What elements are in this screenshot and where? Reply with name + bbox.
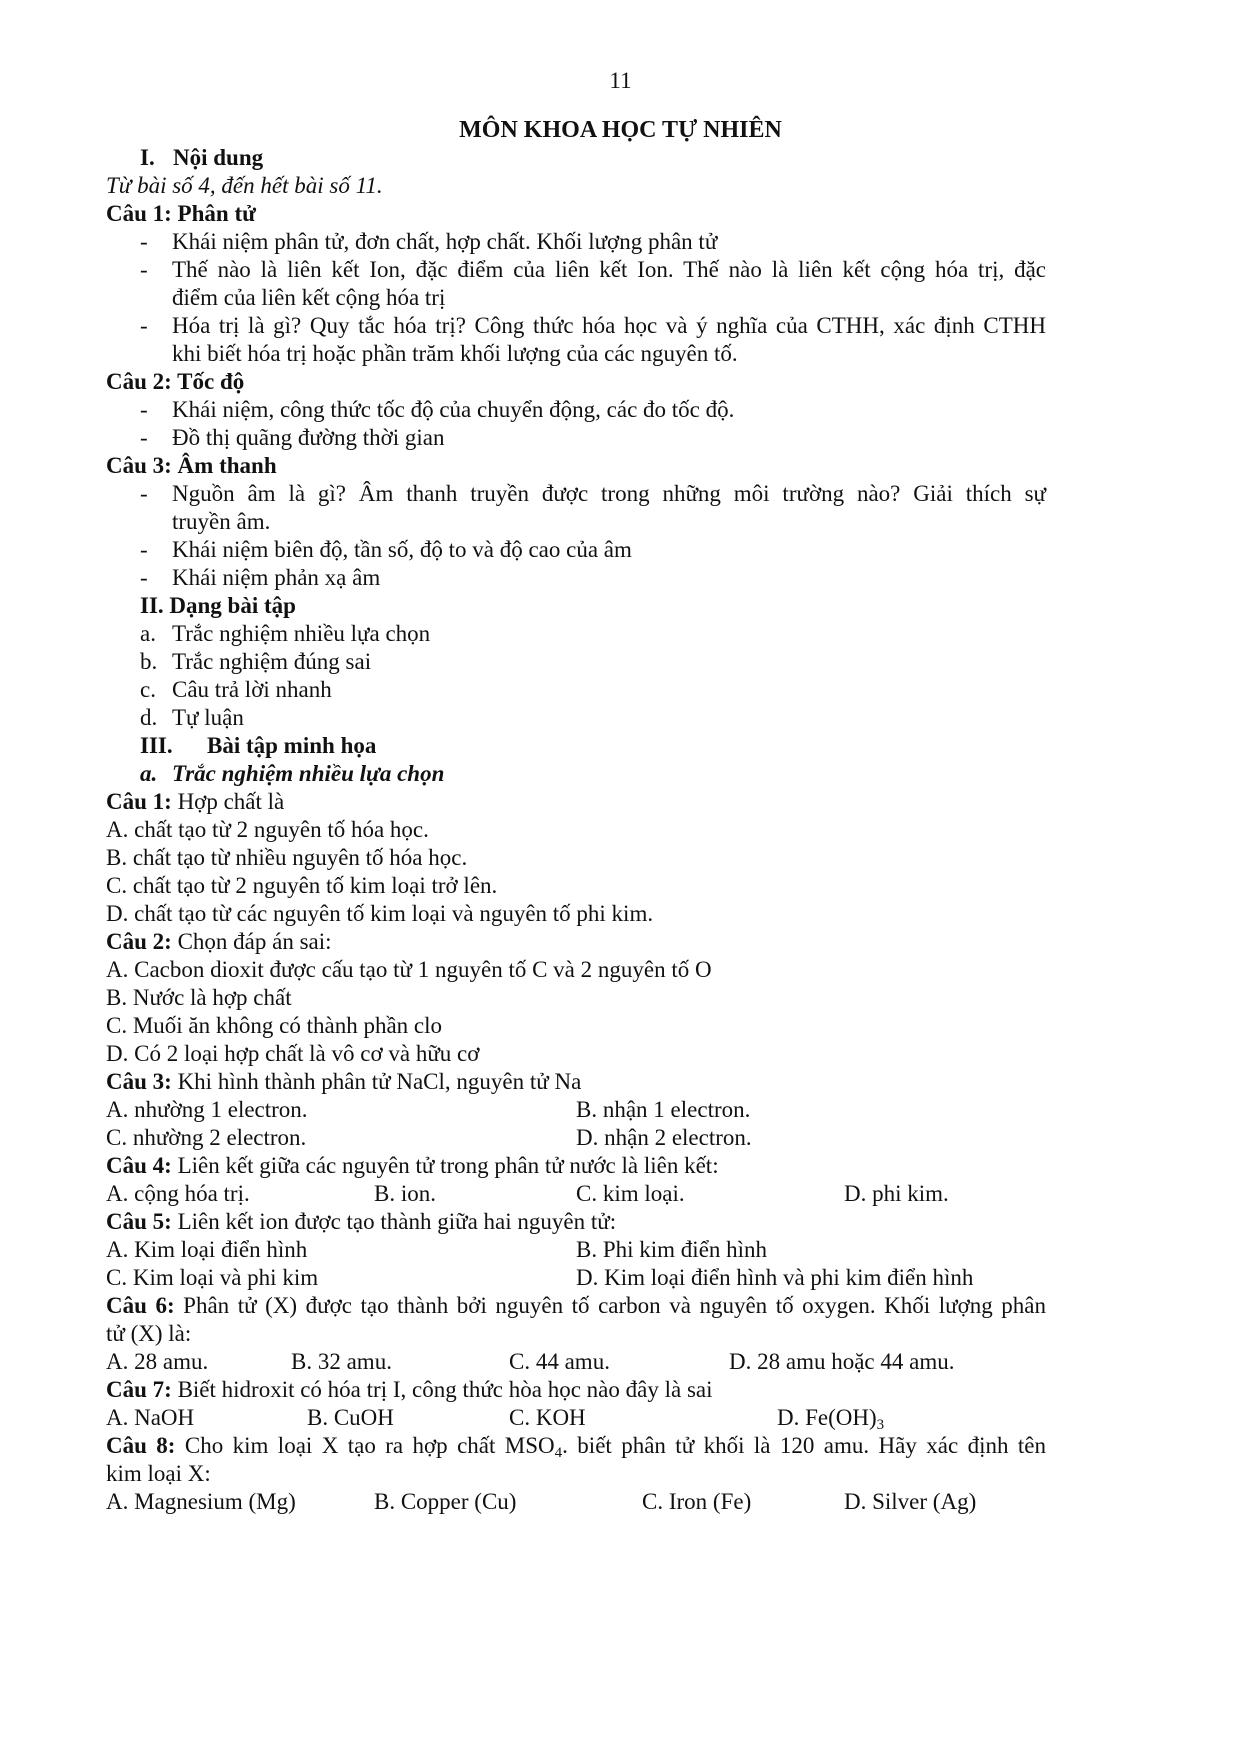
question-8-stem: Câu 8: Cho kim loại X tạo ra hợp chất $MSO_4$. biết phân tử khối là 120 amu. Hãy xác định tên (106, 1433, 1046, 1461)
topic-1-item-3-cont: khi biết hóa trị hoặc phần trăm khối lượng của các nguyên tố. (172, 341, 738, 366)
topic-3-item-1: Nguồn âm là gì? Âm thanh truyền được trong những môi trường nào? Giải thích sự (172, 481, 1046, 506)
topic-1-item-2-cont: điểm của liên kết cộng hóa trị (172, 285, 446, 310)
question-5-option-b: B. Phi kim điển hình (576, 1237, 768, 1262)
list-letter: d. (140, 705, 158, 730)
exercise-type-3: Câu trả lời nhanh (172, 677, 332, 702)
question-7-option-b: B. CuOH (307, 1405, 394, 1430)
question-2-option-a: A. Cacbon dioxit được cấu tạo từ 1 nguyên tố C và 2 nguyên tố O (106, 957, 712, 982)
exercise-type-2: Trắc nghiệm đúng sai (172, 649, 372, 674)
question-1-stem: Câu 1: Hợp chất là (106, 789, 285, 814)
topic-2-item-2: Đồ thị quãng đường thời gian (172, 425, 445, 450)
question-6-stem: Câu 6: Phân tử (X) được tạo thành bởi nguyên tố carbon và nguyên tố oxygen. Khối lượng phân (106, 1293, 1047, 1318)
question-2-option-d: D. Có 2 loại hợp chất là vô cơ và hữu cơ (106, 1041, 480, 1066)
topic-3-heading: Câu 3: Âm thanh (106, 453, 277, 478)
question-3-option-b: B. nhận 1 electron. (576, 1097, 751, 1122)
bullet-dash: - (140, 229, 148, 254)
bullet-dash: - (140, 397, 148, 422)
question-6-stem-cont: tử (X) là: (106, 1321, 192, 1346)
topic-1-item-3: Hóa trị là gì? Quy tắc hóa trị? Công thức hóa học và ý nghĩa của CTHH, xác định CTHH (172, 313, 1046, 338)
section-1-scope: Từ bài số 4, đến hết bài số 11. (106, 173, 383, 198)
section-3-number: III. (140, 733, 173, 758)
question-7-option-c: C. KOH (509, 1405, 586, 1430)
bullet-dash: - (140, 313, 148, 338)
question-5-option-a: A. Kim loại điển hình (106, 1237, 308, 1262)
question-6-option-c: C. 44 amu. (509, 1349, 610, 1374)
question-5-option-c: C. Kim loại và phi kim (106, 1265, 319, 1290)
question-1-option-a: A. chất tạo từ 2 nguyên tố hóa học. (106, 817, 429, 842)
section-3-heading: Bài tập minh họa (207, 733, 377, 758)
list-letter: c. (140, 677, 156, 702)
question-8-option-c: C. Iron (Fe) (642, 1489, 752, 1514)
question-8-option-b: B. Copper (Cu) (374, 1489, 517, 1514)
question-1-option-b: B. chất tạo từ nhiều nguyên tố hóa học. (106, 845, 468, 870)
question-8-stem-cont: kim loại X: (106, 1461, 211, 1486)
question-7-option-a: A. NaOH (106, 1405, 195, 1430)
list-letter: b. (140, 649, 158, 674)
question-4-stem: Câu 4: Liên kết giữa các nguyên tử trong phân tử nước là liên kết: (106, 1153, 719, 1178)
bullet-dash: - (140, 565, 148, 590)
question-4-option-d: D. phi kim. (844, 1181, 949, 1206)
section-1-heading: Nội dung (173, 145, 264, 170)
topic-1-item-2: Thế nào là liên kết Ion, đặc điểm của liên kết Ion. Thế nào là liên kết cộng hóa trị, đặc (172, 257, 1046, 282)
exercise-type-4: Tự luận (172, 705, 244, 730)
question-3-option-c: C. nhường 2 electron. (106, 1125, 307, 1150)
section-1-number: I. (140, 145, 155, 170)
question-5-option-d: D. Kim loại điển hình và phi kim điển hình (576, 1265, 974, 1290)
question-3-option-d: D. nhận 2 electron. (576, 1125, 752, 1150)
question-6-option-a: A. 28 amu. (106, 1349, 209, 1374)
topic-2-heading: Câu 2: Tốc độ (106, 369, 245, 394)
topic-3-item-2: Khái niệm biên độ, tần số, độ to và độ cao của âm (172, 537, 632, 562)
question-3-option-a: A. nhường 1 electron. (106, 1097, 308, 1122)
bullet-dash: - (140, 425, 148, 450)
section-2-heading: II. Dạng bài tập (140, 593, 296, 618)
question-3-stem: Câu 3: Khi hình thành phân tử NaCl, nguyên tử Na (106, 1069, 582, 1094)
question-2-option-b: B. Nước là hợp chất (106, 985, 292, 1010)
bullet-dash: - (140, 537, 148, 562)
bullet-dash: - (140, 481, 148, 506)
question-5-stem: Câu 5: Liên kết ion được tạo thành giữa hai nguyên tử: (106, 1209, 617, 1234)
question-4-option-a: A. cộng hóa trị. (106, 1181, 250, 1206)
topic-1-item-1: Khái niệm phân tử, đơn chất, hợp chất. Khối lượng phân tử (172, 229, 718, 254)
question-6-option-b: B. 32 amu. (291, 1349, 392, 1374)
list-letter: a. (140, 621, 156, 646)
question-1-option-c: C. chất tạo từ 2 nguyên tố kim loại trở lên. (106, 873, 498, 898)
question-4-option-b: B. ion. (374, 1181, 436, 1206)
question-2-stem: Câu 2: Chọn đáp án sai: (106, 929, 332, 954)
question-2-option-c: C. Muối ăn không có thành phần clo (106, 1013, 443, 1038)
topic-3-item-1-cont: truyền âm. (172, 509, 271, 534)
question-6-option-d: D. 28 amu hoặc 44 amu. (729, 1349, 955, 1374)
topic-3-item-3: Khái niệm phản xạ âm (172, 565, 381, 590)
question-1-option-d: D. chất tạo từ các nguyên tố kim loại và nguyên tố phi kim. (106, 901, 654, 926)
topic-2-item-1: Khái niệm, công thức tốc độ của chuyển động, các đo tốc độ. (172, 397, 735, 422)
subsection-heading: Trắc nghiệm nhiều lựa chọn (172, 761, 445, 786)
question-7-stem: Câu 7: Biết hidroxit có hóa trị I, công thức hòa học nào đây là sai (106, 1377, 713, 1402)
question-4-option-c: C. kim loại. (576, 1181, 685, 1206)
question-8-option-a: A. Magnesium (Mg) (106, 1489, 296, 1514)
question-7-option-d: D. $Fe(OH)_3$ (777, 1405, 885, 1433)
bullet-dash: - (140, 257, 148, 282)
page-title: MÔN KHOA HỌC TỰ NHIÊN (459, 117, 782, 143)
exercise-type-1: Trắc nghiệm nhiều lựa chọn (172, 621, 431, 646)
question-8-option-d: D. Silver (Ag) (844, 1489, 977, 1514)
subsection-letter: a. (140, 761, 158, 786)
page-number: 11 (609, 68, 632, 93)
topic-1-heading: Câu 1: Phân tử (106, 201, 256, 226)
